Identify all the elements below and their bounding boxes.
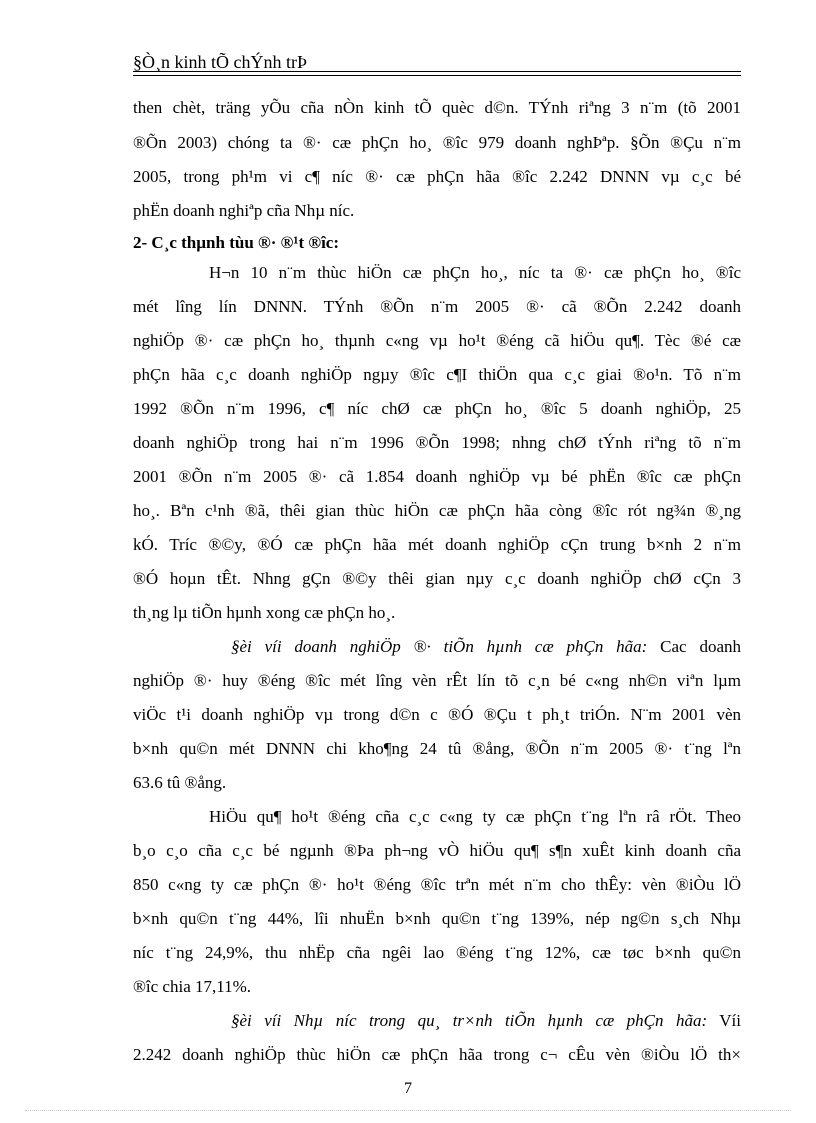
paragraph-2-line-4: phÇn hãa c¸c doanh nghiÖp ngµy ®îc c¶I thiÖn qua c¸c giai ®o¹n. Tõ n¨m <box>133 365 741 384</box>
paragraph-4-line-5: níc t¨ng 24,9%, thu nhËp cña ngêi lao ®éng t¨ng 12%, cæ tøc b×nh qu©n <box>133 943 741 962</box>
paragraph-5-first-line-rest: Víi <box>707 1011 742 1030</box>
paragraph-4-line-4: b×nh qu©n t¨ng 44%, lîi nhuËn b×nh qu©n t¨ng 139%, nép ng©n s¸ch Nhµ <box>133 909 741 928</box>
paragraph-3-line-1 <box>231 636 741 658</box>
paragraph-1-line-3: 2005, trong ph¹m vi c¶ níc ®· cæ phÇn hãa ®îc 2.242 DNNN vµ c¸c bé <box>133 167 741 186</box>
paragraph-2-line-9: kÓ. Tríc ®©y, ®Ó cæ phÇn hãa mét doanh nghiÖp cÇn trung b×nh 2 n¨m <box>133 535 741 554</box>
paragraph-4-line-3: 850 c«ng ty cæ phÇn ®· ho¹t ®éng ®îc trªn mét n¨m cho thÊy: vèn ®iÒu lÖ <box>133 875 741 894</box>
paragraph-2-line-6: doanh nghiÖp trong hai n¨m 1996 ®Õn 1998; nhng chØ tÝnh riªng tõ n¨m <box>133 433 741 452</box>
paragraph-5-italic-lead: §èi víi Nhµ níc trong qu¸ tr×nh tiÕn hµnh cæ phÇn hãa: <box>231 1011 708 1030</box>
paragraph-1-line-1: then chèt, träng yÕu cña nÒn kinh tÕ quèc d©n. TÝnh riªng 3 n¨m (tõ 2001 <box>133 98 741 117</box>
paragraph-4-line-2: b¸o c¸o cña c¸c bé ngµnh ®Þa ph¬ng vÒ hiÖu qu¶ s¶n xuÊt kinh doanh cña <box>133 841 741 860</box>
paragraph-2-line-1: H¬n 10 n¨m thùc hiÖn cæ phÇn ho¸, níc ta ®· cæ phÇn ho¸ ®îc <box>209 263 741 282</box>
paragraph-4-line-6: ®îc chia 17,11%. <box>133 977 252 996</box>
paragraph-3-line-3: viÖc t¹i doanh nghiÖp vµ trong d©n c ®Ó ®Çu t ph¸t triÓn. N¨m 2001 vèn <box>133 705 741 724</box>
paragraph-2-line-5: 1992 ®Õn n¨m 1996, c¶ níc chØ cæ phÇn ho¸ ®îc 5 doanh nghiÖp, 25 <box>133 399 741 418</box>
paragraph-2-line-3: nghiÖp ®· cæ phÇn ho¸ thµnh c«ng vµ ho¹t ®éng cã hiÖu qu¶. Tèc ®é cæ <box>133 331 741 350</box>
paragraph-5-line-2: 2.242 doanh nghiÖp thùc hiÖn cæ phÇn hãa trong c¬ cÊu vèn ®iÒu lÖ th× <box>133 1045 741 1064</box>
paragraph-5-line-1 <box>231 1010 741 1032</box>
paragraph-3-line-5: 63.6 tû ®ång. <box>133 773 227 792</box>
paragraph-2-line-8: ho¸. Bªn c¹nh ®ã, thêi gian thùc hiÖn cæ phÇn hãa còng ®îc rót ng¾n ®¸ng <box>133 501 741 520</box>
page-header-title: §Ò¸n kinh tÕ chÝnh trÞ <box>133 52 307 72</box>
section-heading: 2- C¸c thµnh tùu ®· ®¹t ®îc: <box>133 233 339 252</box>
header-rule-thin <box>133 75 741 76</box>
page-number: 7 <box>404 1080 412 1097</box>
paragraph-2-line-11: th¸ng lµ tiÕn hµnh xong cæ phÇn ho¸. <box>133 603 396 622</box>
page-bottom-divider <box>25 1110 791 1111</box>
paragraph-1-line-4: phËn doanh nghiªp cña Nhµ níc. <box>133 201 355 220</box>
paragraph-3-first-line-rest: Cac doanh <box>647 637 741 656</box>
paragraph-3-line-4: b×nh qu©n mét DNNN chi kho¶ng 24 tû ®ång, ®Õn n¨m 2005 ®· t¨ng lªn <box>133 739 741 758</box>
header-rule-thick <box>133 71 741 72</box>
paragraph-2-line-2: mét lîng lín DNNN. TÝnh ®Õn n¨m 2005 ®· cã ®Õn 2.242 doanh <box>133 297 741 316</box>
paragraph-4-line-1: HiÖu qu¶ ho¹t ®éng cña c¸c c«ng ty cæ phÇn t¨ng lªn râ rÖt. Theo <box>209 807 741 826</box>
paragraph-2-line-7: 2001 ®Õn n¨m 2005 ®· cã 1.854 doanh nghiÖp vµ bé phËn ®îc cæ phÇn <box>133 467 741 486</box>
paragraph-3-italic-lead: §èi víi doanh nghiÖp ®· tiÕn hµnh cæ phÇn hãa: <box>231 637 648 656</box>
paragraph-3-line-2: nghiÖp ®· huy ®éng ®îc mét lîng vèn rÊt lín tõ c¸n bé c«ng nh©n viªn lµm <box>133 671 741 690</box>
paragraph-1-line-2: ®Õn 2003) chóng ta ®· cæ phÇn ho¸ ®îc 979 doanh nghÞªp. §Õn ®Çu n¨m <box>133 133 741 152</box>
paragraph-2-line-10: ®Ó hoµn tÊt. Nhng gÇn ®©y thêi gian nµy c¸c doanh nghiÖp chØ cÇn 3 <box>133 569 741 588</box>
